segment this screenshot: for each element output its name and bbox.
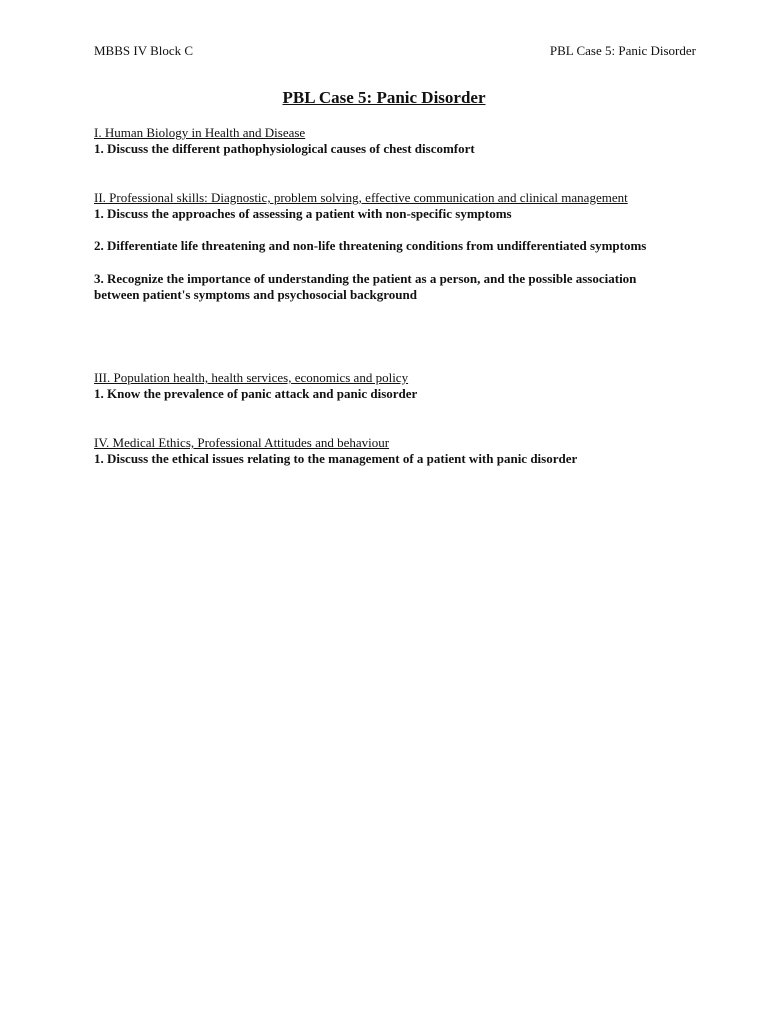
running-header <box>94 42 696 60</box>
header-case-label: PBL Case 5: Panic Disorder <box>549 43 696 58</box>
section-heading: I. Human Biology in Health and Disease <box>94 125 306 140</box>
section-human-biology <box>94 125 654 157</box>
section-heading: II. Professional skills: Diagnostic, problem solving, effective communication and clinical management <box>94 190 628 205</box>
section-heading: III. Population health, health services, economics and policy <box>94 370 409 385</box>
objective-item: 1. Discuss the approaches of assessing a patient with non-specific symptoms <box>94 206 512 222</box>
objective-item: 1. Discuss the ethical issues relating to the management of a patient with panic disorder <box>94 451 578 467</box>
objective-item: 3. Recognize the importance of understanding the patient as a person, and the possible association between patient's symptoms and psychosocial background <box>94 270 637 302</box>
header-course-label: MBBS IV Block C <box>94 43 194 58</box>
section-population-health <box>94 370 654 402</box>
section-heading: IV. Medical Ethics, Professional Attitudes and behaviour <box>94 435 390 450</box>
section-professional-skills <box>94 190 654 303</box>
objective-item: 1. Know the prevalence of panic attack and panic disorder <box>94 386 418 402</box>
page-title: PBL Case 5: Panic Disorder <box>282 88 486 107</box>
objective-item: 1. Discuss the different pathophysiological causes of chest discomfort <box>94 141 475 157</box>
objective-item: 2. Differentiate life threatening and non-life threatening conditions from undifferentiated symptoms <box>94 238 647 254</box>
section-medical-ethics <box>94 435 654 467</box>
